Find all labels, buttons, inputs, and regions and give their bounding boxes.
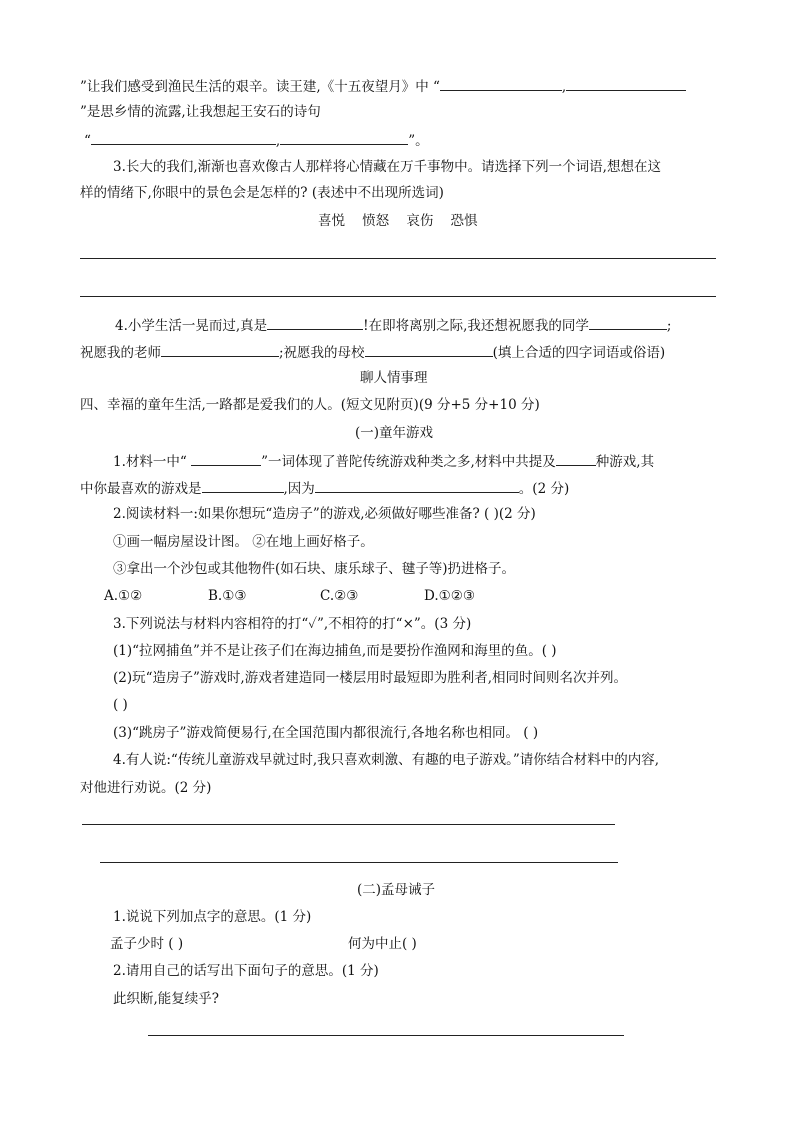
q3-line-2: 样的情绪下,你眼中的景色会是怎样的? (表述中不出现所选词) <box>80 185 444 201</box>
answer-line[interactable] <box>100 862 618 863</box>
part4-heading: 四、幸福的童年生活,一路都是爱我们的人。(短文见附页)(9 分+5 分+10 分) <box>80 397 540 413</box>
open-quote: “ <box>84 133 91 149</box>
p4-q3-item-1: (1)“拉网捕鱼”并不是让孩子们在海边捕鱼,而是要扮作渔网和海里的鱼。( ) <box>113 643 557 659</box>
answer-blank[interactable] <box>202 478 284 493</box>
word-option: 恐惧 <box>450 213 478 229</box>
p4-q2-stmt-1: ①画一幅房屋设计图。 ②在地上画好格子。 <box>113 534 374 550</box>
q1-text: 。(2 分) <box>518 481 570 497</box>
q1-text: ,因为 <box>283 481 315 497</box>
section-title: 聊人情事理 <box>360 370 428 386</box>
option-b[interactable]: B.①③ <box>208 588 247 604</box>
q1-text: 中你最喜欢的游戏是 <box>80 481 202 497</box>
answer-blank[interactable] <box>191 451 261 466</box>
p4-q2: 2.阅读材料一:如果你想玩“造房子”的游戏,必须做好哪些准备? ( )(2 分) <box>113 506 536 522</box>
answer-blank[interactable] <box>91 130 276 145</box>
q1-text: 1.材料一中“ <box>113 454 187 470</box>
m-q1-b[interactable]: 何为中止( ) <box>348 936 417 952</box>
m-q2-sentence: 此织断,能复续乎? <box>113 991 220 1007</box>
m-q1-a[interactable]: 孟子少时 ( ) <box>110 936 184 952</box>
q1-text: ”一词体现了普陀传统游戏种类之多,材料中共提及 <box>261 454 556 470</box>
answer-blank[interactable] <box>161 342 279 357</box>
m-q1: 1.说说下列加点字的意思。(1 分) <box>113 909 312 925</box>
answer-blank[interactable] <box>315 478 519 493</box>
option-c[interactable]: C.②③ <box>320 588 359 604</box>
poem-line-1-text: ”让我们感受到渔民生活的艰辛。读王建,《十五夜望月》中 “ <box>80 79 440 95</box>
answer-line[interactable] <box>80 258 716 259</box>
q4-text: ;祝愿我的母校 <box>279 345 365 361</box>
answer-blank[interactable] <box>365 342 493 357</box>
q4-text: ; <box>666 318 672 334</box>
answer-blank[interactable] <box>566 76 686 91</box>
answer-blank[interactable] <box>267 315 363 330</box>
q4-line-2 <box>80 342 665 362</box>
poem-line-2: ”是思乡情的流露,让我想起王安石的诗句 <box>80 104 321 120</box>
poem-line-1 <box>80 76 686 96</box>
answer-blank[interactable] <box>280 130 408 145</box>
comma: , <box>275 133 281 149</box>
q4-line-1 <box>115 315 671 335</box>
answer-line[interactable] <box>80 296 716 297</box>
answer-blank[interactable] <box>589 315 667 330</box>
q3-word-options <box>318 212 478 230</box>
q1-text: 种游戏,其 <box>595 454 655 470</box>
q4-text: 4.小学生活一晃而过,真是 <box>115 318 268 334</box>
word-option: 哀伤 <box>406 213 434 229</box>
q4-text: (填上合适的四字词语或俗语) <box>492 345 666 361</box>
p4-q3-item-3: (3)“跳房子”游戏简便易行,在全国范围内都很流行,各地名称也相同。 ( ) <box>113 725 539 741</box>
sub-title-2: (二)孟母诫子 <box>357 882 436 898</box>
answer-blank[interactable] <box>556 451 596 466</box>
word-option: 喜悦 <box>318 213 345 229</box>
comma: , <box>561 79 567 95</box>
q3-line-1: 3.长大的我们,渐渐也喜欢像古人那样将心情藏在万千事物中。请选择下列一个词语,想想在这 <box>113 159 661 175</box>
p4-q3: 3.下列说法与材料内容相符的打“✓”,不相符的打“×”。(3 分) <box>113 616 472 632</box>
p4-q4-line-1: 4.有人说:“传统儿童游戏早就过时,我只喜欢刺激、有趣的电子游戏。”请你结合材料中的内容, <box>113 752 660 768</box>
option-a[interactable]: A.①② <box>104 588 143 604</box>
sub-title-1: (一)童年游戏 <box>355 425 434 441</box>
answer-blank[interactable] <box>440 76 562 91</box>
answer-line[interactable] <box>148 1035 624 1036</box>
poem-line-3 <box>84 130 429 150</box>
q4-text: !在即将离别之际,我还想祝愿我的同学 <box>363 318 589 334</box>
word-option: 愤怒 <box>362 213 390 229</box>
close-quote: ”。 <box>408 133 429 149</box>
p4-q4-line-2: 对他进行劝说。(2 分) <box>80 780 212 796</box>
p4-q3-item-2: (2)玩“造房子”游戏时,游戏者建造同一楼层用时最短即为胜利者,相同时间则名次并列。 <box>113 670 628 686</box>
answer-line[interactable] <box>82 824 615 825</box>
p4-q1-line-1 <box>113 451 654 471</box>
p4-q2-stmt-2: ③拿出一个沙包或其他物件(如石块、康乐球子、毽子等)扔进格子。 <box>113 561 516 577</box>
m-q2: 2.请用自己的话写出下面句子的意思。(1 分) <box>113 963 379 979</box>
p4-q1-line-2 <box>80 478 569 498</box>
p4-q3-item-2-answer[interactable]: ( ) <box>113 697 128 713</box>
option-d[interactable]: D.①②③ <box>424 588 475 604</box>
p4-q2-options <box>104 587 524 605</box>
q4-text: 祝愿我的老师 <box>80 345 161 361</box>
